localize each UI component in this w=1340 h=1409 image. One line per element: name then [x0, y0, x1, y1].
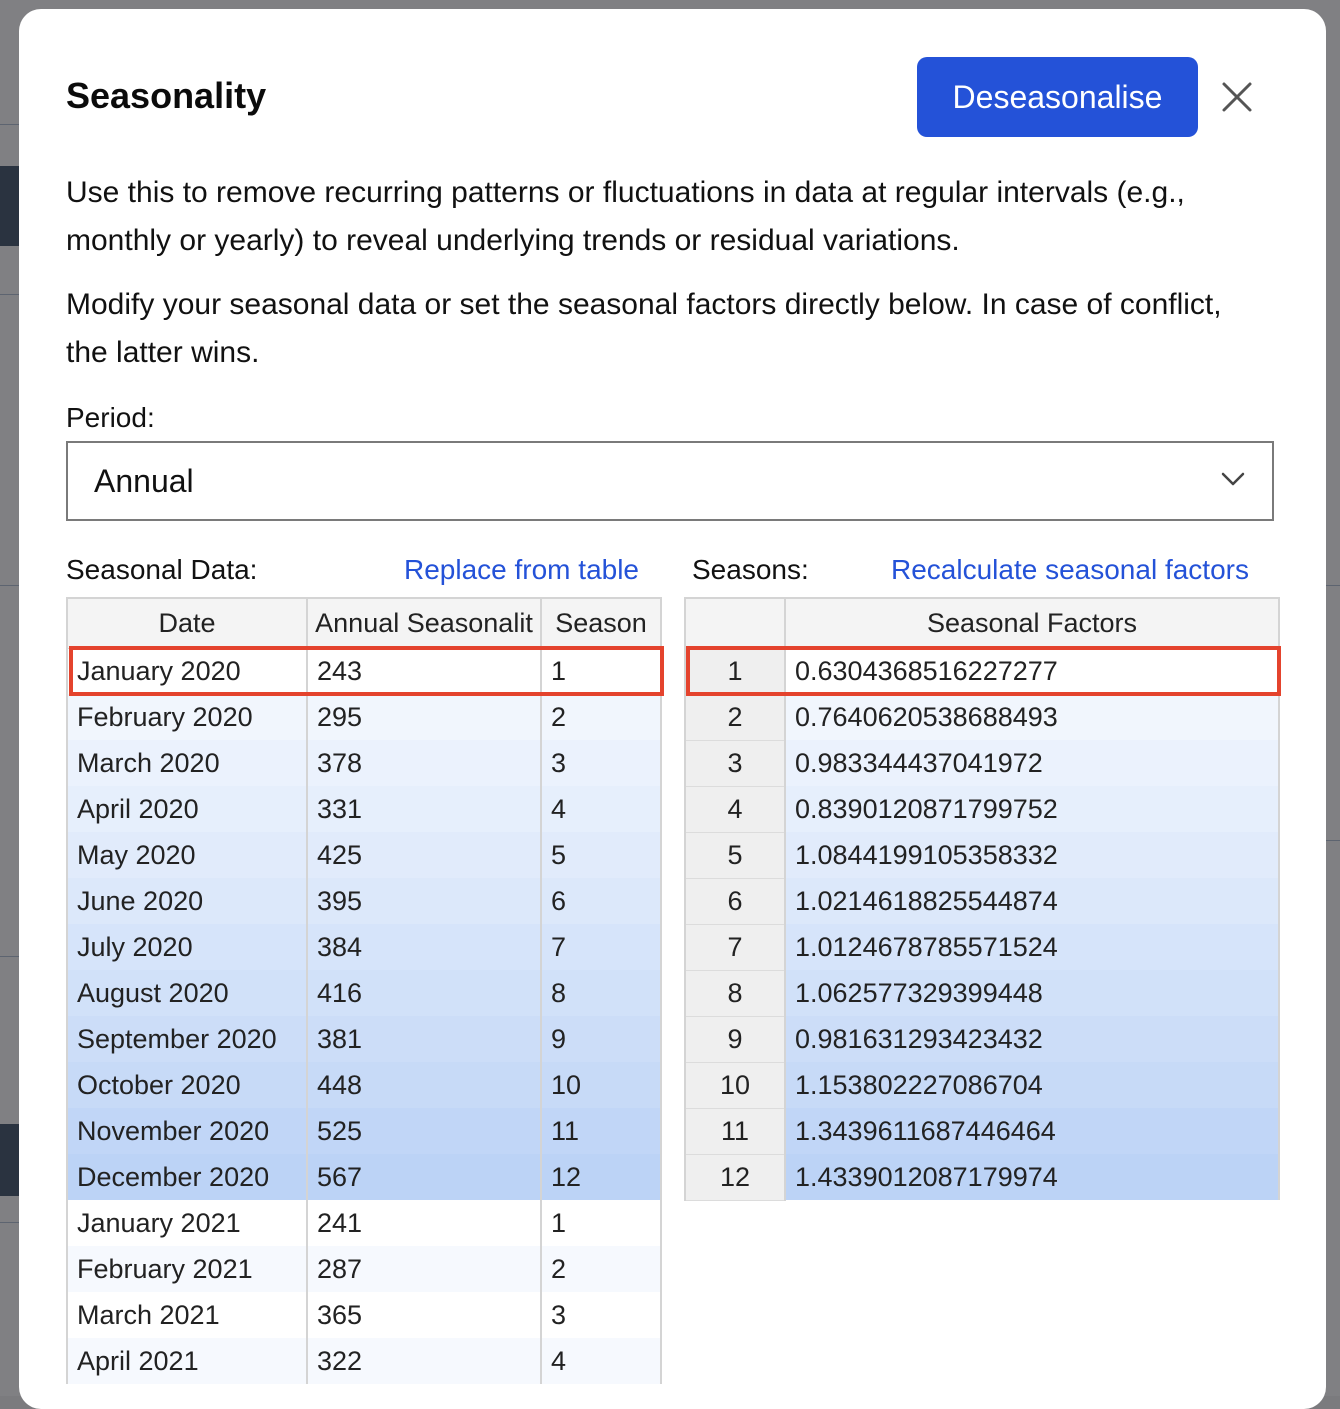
date-cell[interactable]: February 2021: [67, 1246, 307, 1292]
table-header-row: [67, 598, 661, 648]
value-cell[interactable]: 425: [307, 832, 541, 878]
table-row: [685, 1016, 1279, 1062]
date-cell[interactable]: November 2020: [67, 1108, 307, 1154]
column-header-value[interactable]: Annual Seasonalit: [307, 598, 541, 648]
background-divider: [1324, 840, 1340, 841]
instructions-text: Modify your seasonal data or set the seasonal factors directly below. In case of conflict, the latter wins.: [66, 288, 1222, 369]
value-cell[interactable]: 381: [307, 1016, 541, 1062]
season-cell[interactable]: 12: [541, 1154, 661, 1200]
seasonal-data-label: Seasonal Data:: [66, 554, 258, 585]
column-header-factors[interactable]: Seasonal Factors: [785, 598, 1279, 648]
period-selected-value: Annual: [94, 463, 194, 499]
table-row: [685, 648, 1279, 694]
column-header-index: [685, 598, 785, 648]
table-row: [67, 648, 661, 694]
close-button[interactable]: [1217, 77, 1257, 117]
season-index-cell: 12: [685, 1154, 785, 1200]
season-cell[interactable]: 2: [541, 1246, 661, 1292]
table-row: [67, 1062, 661, 1108]
table-row: [685, 786, 1279, 832]
value-cell[interactable]: 525: [307, 1108, 541, 1154]
value-cell[interactable]: 295: [307, 694, 541, 740]
season-cell[interactable]: 10: [541, 1062, 661, 1108]
season-cell[interactable]: 7: [541, 924, 661, 970]
date-cell[interactable]: February 2020: [67, 694, 307, 740]
season-cell[interactable]: 3: [541, 740, 661, 786]
season-cell[interactable]: 9: [541, 1016, 661, 1062]
value-cell[interactable]: 322: [307, 1338, 541, 1384]
value-cell[interactable]: 395: [307, 878, 541, 924]
factor-cell[interactable]: 0.981631293423432: [785, 1016, 1279, 1062]
value-cell[interactable]: 416: [307, 970, 541, 1016]
date-cell[interactable]: January 2020: [67, 648, 307, 694]
table-header-row: [685, 598, 1279, 648]
table-row: [67, 832, 661, 878]
season-index-cell: 2: [685, 694, 785, 740]
table-row: [685, 740, 1279, 786]
table-row: [67, 740, 661, 786]
date-cell[interactable]: March 2021: [67, 1292, 307, 1338]
table-row: [685, 878, 1279, 924]
value-cell[interactable]: 241: [307, 1200, 541, 1246]
table-row: [685, 1154, 1279, 1200]
season-index-cell: 8: [685, 970, 785, 1016]
background-divider: [1324, 585, 1340, 586]
factor-cell[interactable]: 1.3439611687446464: [785, 1108, 1279, 1154]
dialog-title: Seasonality: [66, 75, 267, 116]
season-cell[interactable]: 8: [541, 970, 661, 1016]
date-cell[interactable]: January 2021: [67, 1200, 307, 1246]
table-row: [67, 1292, 661, 1338]
factor-cell[interactable]: 1.0214618825544874: [785, 878, 1279, 924]
season-index-cell: 9: [685, 1016, 785, 1062]
table-row: [67, 1200, 661, 1246]
seasons-label: Seasons:: [692, 554, 809, 585]
season-index-cell: 10: [685, 1062, 785, 1108]
column-header-date[interactable]: Date: [67, 598, 307, 648]
recalculate-factors-link[interactable]: Recalculate seasonal factors: [891, 554, 1249, 585]
deseasonalise-button[interactable]: Deseasonalise: [917, 57, 1198, 137]
date-cell[interactable]: April 2021: [67, 1338, 307, 1384]
season-index-cell: 4: [685, 786, 785, 832]
factor-cell[interactable]: 1.153802227086704: [785, 1062, 1279, 1108]
table-row: [67, 1246, 661, 1292]
date-cell[interactable]: August 2020: [67, 970, 307, 1016]
season-index-cell: 11: [685, 1108, 785, 1154]
season-cell[interactable]: 5: [541, 832, 661, 878]
season-index-cell: 6: [685, 878, 785, 924]
value-cell[interactable]: 331: [307, 786, 541, 832]
date-cell[interactable]: June 2020: [67, 878, 307, 924]
chevron-down-icon: [1220, 471, 1246, 487]
season-cell[interactable]: 1: [541, 648, 661, 694]
table-row: [67, 878, 661, 924]
table-row: [67, 1108, 661, 1154]
date-cell[interactable]: December 2020: [67, 1154, 307, 1200]
value-cell[interactable]: 243: [307, 648, 541, 694]
value-cell[interactable]: 567: [307, 1154, 541, 1200]
seasonal-factors-table: [684, 597, 1280, 1201]
season-cell[interactable]: 11: [541, 1108, 661, 1154]
factor-cell[interactable]: 0.6304368516227277: [785, 648, 1279, 694]
table-row: [685, 1062, 1279, 1108]
factor-cell[interactable]: 0.983344437041972: [785, 740, 1279, 786]
replace-from-table-link[interactable]: Replace from table: [404, 554, 640, 585]
date-cell[interactable]: July 2020: [67, 924, 307, 970]
season-cell[interactable]: 1: [541, 1200, 661, 1246]
period-select[interactable]: [66, 441, 1274, 521]
date-cell[interactable]: May 2020: [67, 832, 307, 878]
seasonal-data-table: [66, 597, 662, 1384]
season-index-cell: 1: [685, 648, 785, 694]
seasonality-dialog: [19, 9, 1326, 1409]
table-row: [67, 1154, 661, 1200]
season-cell[interactable]: 4: [541, 786, 661, 832]
date-cell[interactable]: September 2020: [67, 1016, 307, 1062]
date-cell[interactable]: October 2020: [67, 1062, 307, 1108]
value-cell[interactable]: 448: [307, 1062, 541, 1108]
factor-cell[interactable]: 1.0844199105358332: [785, 832, 1279, 878]
season-cell[interactable]: 4: [541, 1338, 661, 1384]
factor-cell[interactable]: 1.0124678785571524: [785, 924, 1279, 970]
season-index-cell: 3: [685, 740, 785, 786]
table-row: [67, 786, 661, 832]
season-index-cell: 5: [685, 832, 785, 878]
table-row: [685, 924, 1279, 970]
column-header-season[interactable]: Season: [541, 598, 661, 648]
factor-cell[interactable]: 0.7640620538688493: [785, 694, 1279, 740]
table-row: [685, 832, 1279, 878]
value-cell[interactable]: 384: [307, 924, 541, 970]
description-text: Use this to remove recurring patterns or fluctuations in data at regular intervals (e.g., monthly or yearly) to reveal underlying trends or residual variations.: [66, 176, 1185, 257]
table-row: [67, 694, 661, 740]
table-row: [67, 1016, 661, 1062]
value-cell[interactable]: 365: [307, 1292, 541, 1338]
value-cell[interactable]: 287: [307, 1246, 541, 1292]
season-cell[interactable]: 3: [541, 1292, 661, 1338]
value-cell[interactable]: 378: [307, 740, 541, 786]
date-cell[interactable]: March 2020: [67, 740, 307, 786]
table-row: [685, 694, 1279, 740]
period-label: Period:: [66, 402, 155, 433]
factor-cell[interactable]: 1.4339012087179974: [785, 1154, 1279, 1200]
factor-cell[interactable]: 0.8390120871799752: [785, 786, 1279, 832]
table-row: [685, 970, 1279, 1016]
season-cell[interactable]: 6: [541, 878, 661, 924]
table-row: [67, 970, 661, 1016]
table-row: [685, 1108, 1279, 1154]
season-cell[interactable]: 2: [541, 694, 661, 740]
table-row: [67, 924, 661, 970]
season-index-cell: 7: [685, 924, 785, 970]
close-icon: [1217, 77, 1257, 117]
date-cell[interactable]: April 2020: [67, 786, 307, 832]
factor-cell[interactable]: 1.062577329399448: [785, 970, 1279, 1016]
table-row: [67, 1338, 661, 1384]
